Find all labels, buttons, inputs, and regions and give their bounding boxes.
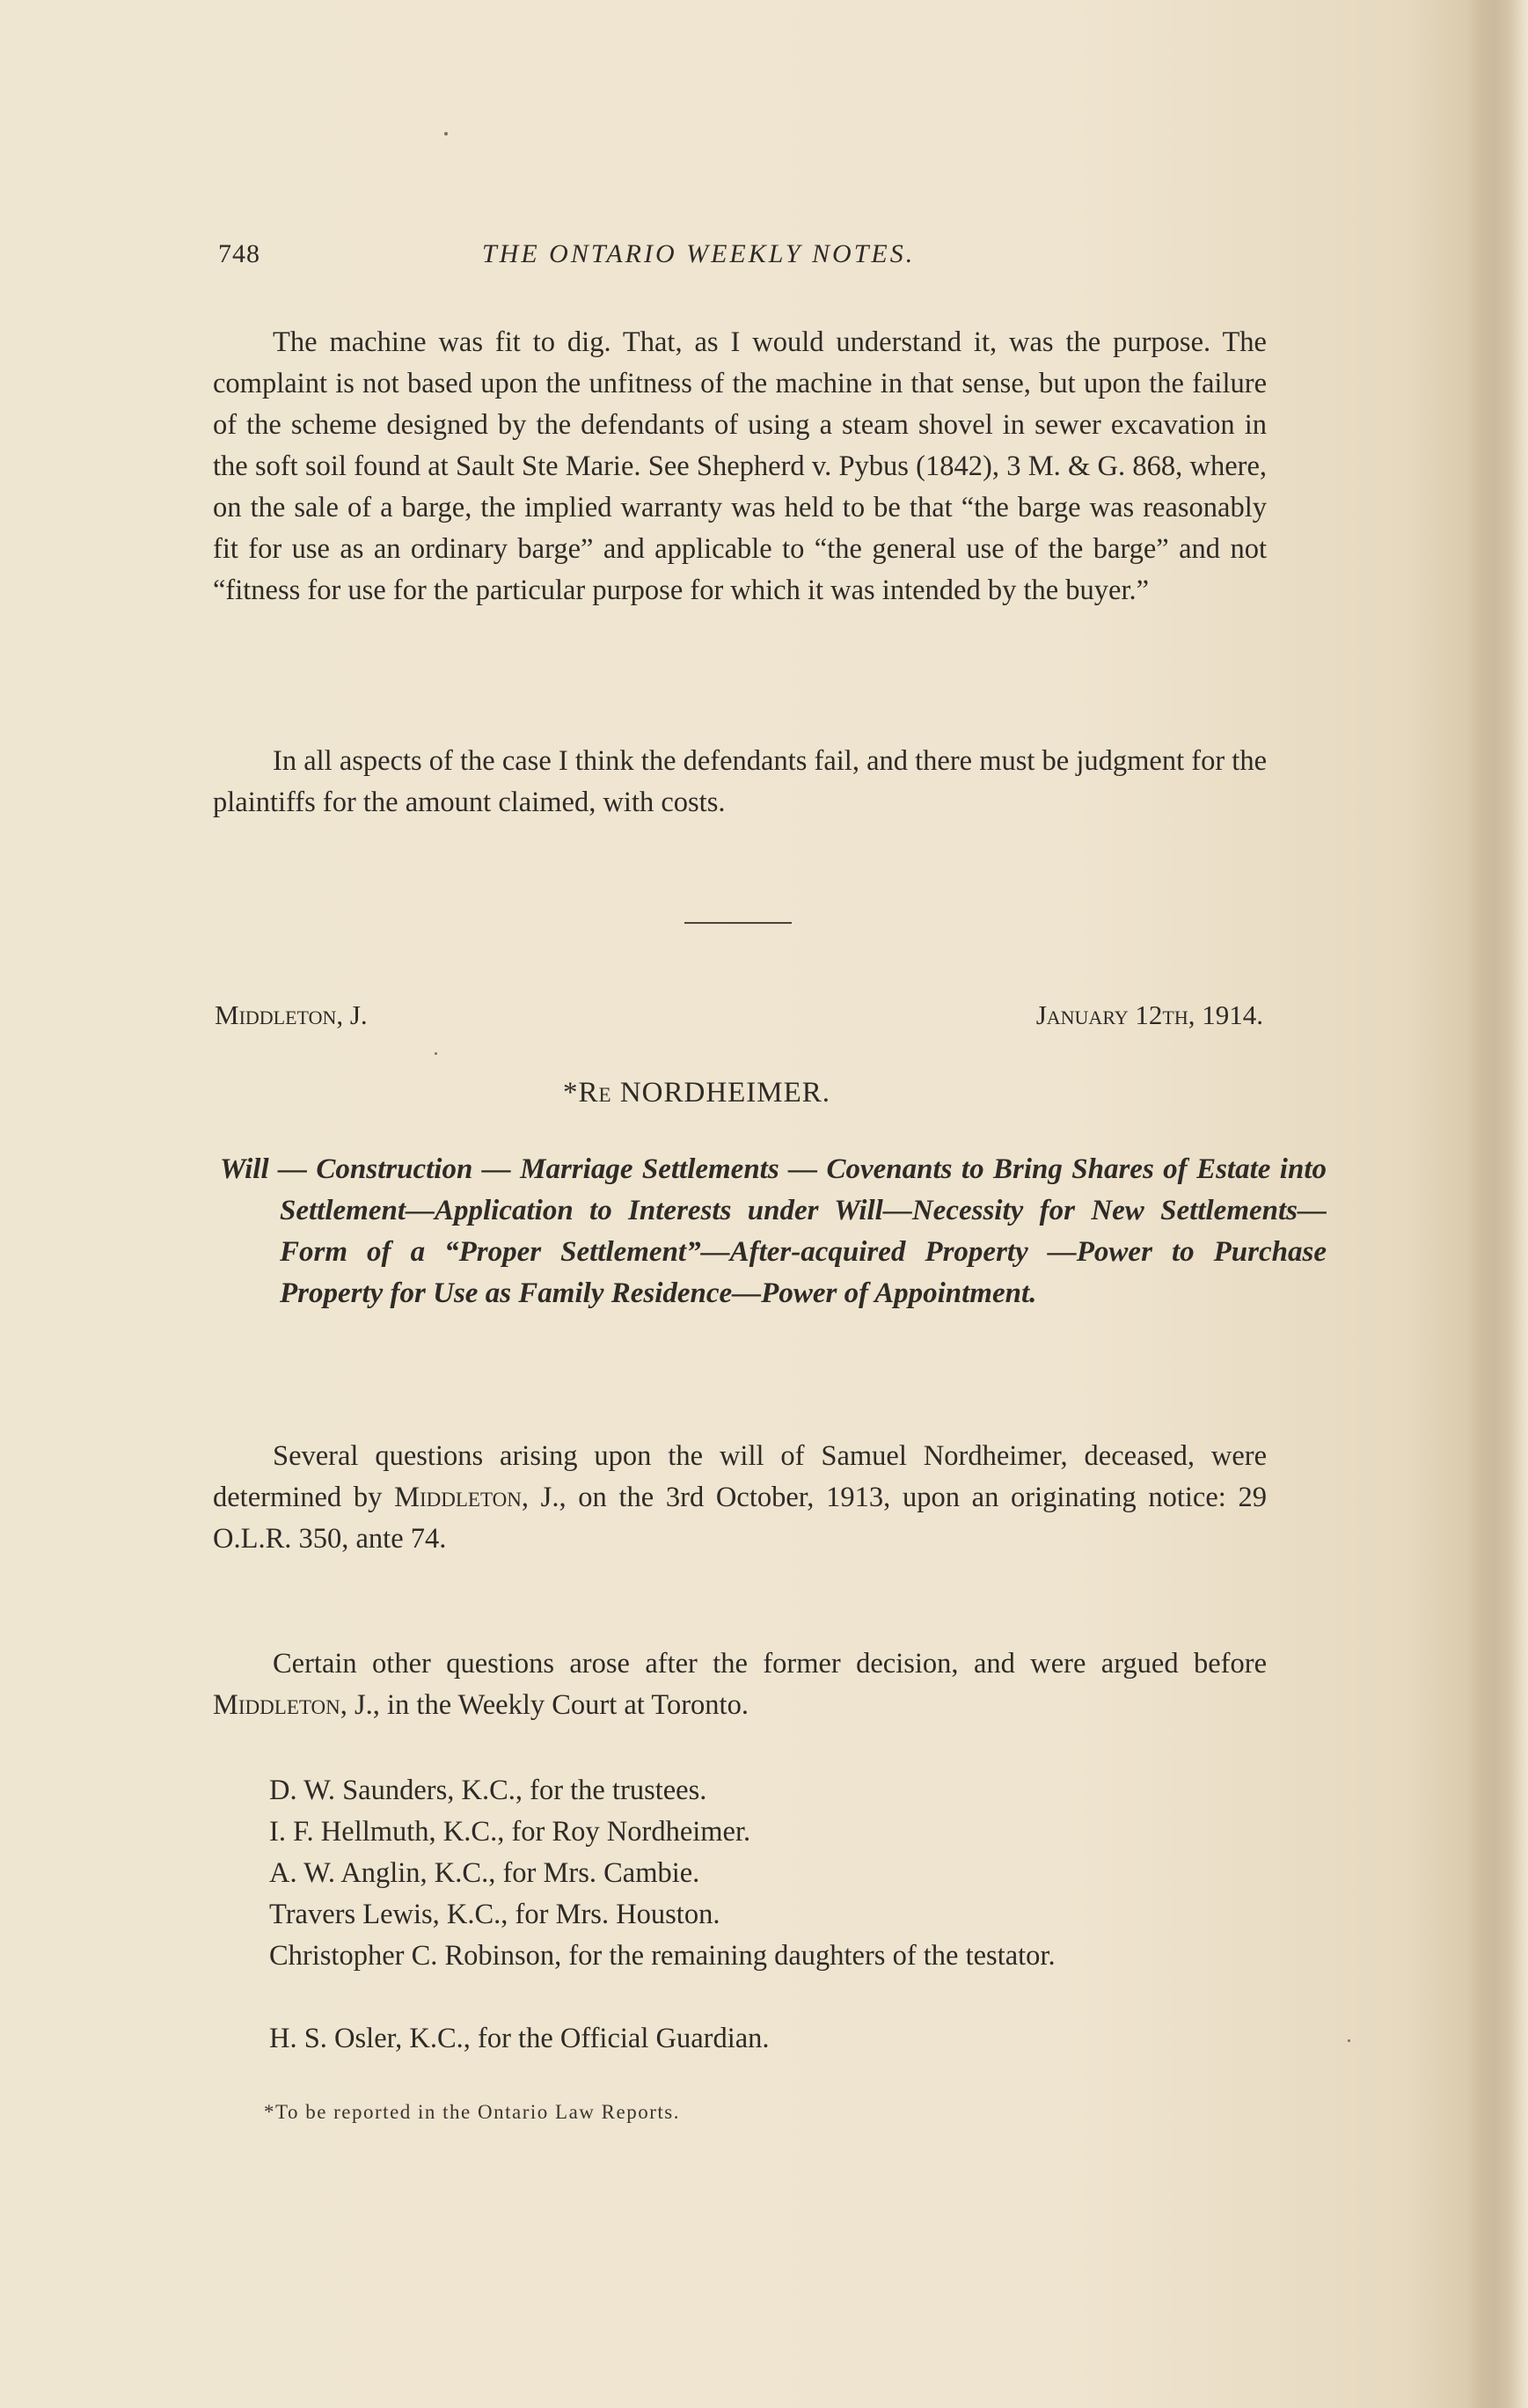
footnote: *To be reported in the Ontario Law Reports. bbox=[264, 2101, 680, 2123]
paragraph-prior-decision bbox=[213, 1436, 1267, 1560]
headnote: Will — Construction — Marriage Settlements — Covenants to Bring Shares of Estate into Settlement—Application to Interests under Will—Necessity for New Settlements—Form of a “Proper Settlement”—After-acquired Property —Power to Purchase Property for Use as Family Residence—Power of Appointment. bbox=[220, 1153, 1327, 1309]
paragraph-judgment: In all aspects of the case I think the defendants fail, and there must be judgment for the plaintiffs for the amount claimed, with costs. bbox=[213, 745, 1267, 818]
section-divider bbox=[684, 922, 792, 924]
p4-text-after: , J., in the Weekly Court at Toronto. bbox=[340, 1689, 749, 1721]
counsel-line: H. S. Osler, K.C., for the Official Guardian. bbox=[269, 2023, 770, 2054]
paragraph-other-questions bbox=[213, 1643, 1267, 1726]
counsel-line: A. W. Anglin, K.C., for Mrs. Cambie. bbox=[269, 1857, 700, 1889]
p4-judge-name: Middleton bbox=[213, 1689, 340, 1721]
counsel-line: Christopher C. Robinson, for the remaining daughters of the testator. bbox=[269, 1940, 1056, 1972]
paper-speck bbox=[444, 132, 448, 135]
case-title-re: Re bbox=[578, 1077, 612, 1109]
paragraph-machine-fitness: The machine was fit to dig. That, as I would understand it, was the purpose. The complaint is not based upon the unfitness of the machine in that sense, but upon the failure of the scheme designed by the defendants of using a steam shovel in sewer excavation in the soft soil found at Sault Ste Marie. See Shepherd v. Pybus (1842), 3 M. & G. 868, where, on the sale of a barge, the implied warranty was held to be that “the barge was reasonably fit for use as an ordinary barge” and applicable to “the general use of the barge” and not “fitness for use for the particular purpose for which it was intended by the buyer.” bbox=[213, 326, 1267, 606]
running-head: THE ONTARIO WEEKLY NOTES. bbox=[482, 239, 916, 268]
case-title bbox=[563, 1077, 830, 1109]
page-number: 748 bbox=[218, 239, 260, 268]
case-title-name: NORDHEIMER. bbox=[619, 1077, 831, 1109]
case-title-marker: * bbox=[563, 1077, 579, 1109]
page-header bbox=[218, 239, 1274, 283]
book-spine-shadow bbox=[1466, 0, 1528, 2408]
counsel-line: I. F. Hellmuth, K.C., for Roy Nordheimer. bbox=[269, 1816, 751, 1848]
paper-speck bbox=[435, 1052, 437, 1055]
p3-text-before: Several questions arising upon the will of Samuel Nordheimer, deceased, were determined by bbox=[213, 1440, 1267, 1513]
p3-text-after: , J., on the 3rd October, 1913, upon an originating notice: 29 O.L.R. 350, ante 74. bbox=[213, 1482, 1268, 1555]
p4-text-before: Certain other questions arose after the former decision, and were argued before bbox=[273, 1648, 1267, 1680]
paper-speck bbox=[1348, 2039, 1350, 2042]
counsel-line: Travers Lewis, K.C., for Mrs. Houston. bbox=[269, 1899, 720, 1930]
p3-judge-name: Middleton bbox=[394, 1482, 522, 1513]
case-date: January 12th, 1914. bbox=[1035, 999, 1263, 1030]
counsel-line: D. W. Saunders, K.C., for the trustees. bbox=[269, 1775, 707, 1806]
case-judge: Middleton, J. bbox=[215, 999, 368, 1030]
